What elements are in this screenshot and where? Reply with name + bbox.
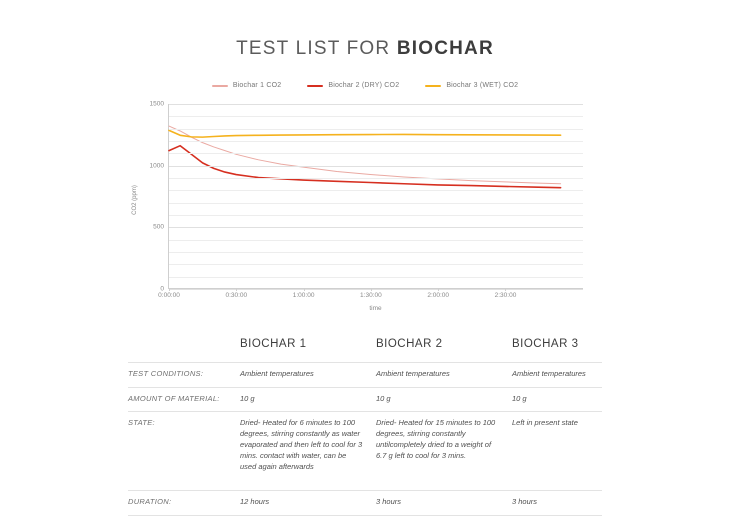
page-title-strong: BIOCHAR — [396, 38, 494, 59]
table-cell: Dried- Heated for 6 minutes to 100 degrees, stirring constantly as water evaporated and then left to cool for 3 mins. contact with water, can be used again afterwards — [240, 418, 363, 471]
table-cell: 3 hours — [512, 496, 538, 506]
chart — [128, 100, 588, 312]
legend-label: Biochar 1 CO2 — [232, 82, 282, 89]
table-cell: Ambient temperatures — [240, 368, 314, 378]
x-axis-tick-mark — [304, 288, 305, 291]
page-title-prefix: TEST LIST FOR — [236, 38, 397, 59]
gridline — [169, 264, 583, 265]
y-axis-label: CO2 (ppm) — [131, 185, 138, 215]
plot-area — [149, 100, 583, 299]
gridline — [169, 129, 583, 130]
x-axis-tick-mark — [236, 288, 237, 291]
table-row — [128, 362, 602, 387]
table-cell: 10 g — [240, 393, 255, 403]
legend-swatch-icon — [425, 85, 441, 87]
x-axis-tick: 1:00:00 — [292, 292, 315, 299]
table-cell: Dried- Heated for 15 minutes to 100 degrees, stirring constantly untilcompletely dried to a weight of 6.7 g left to cool for 3 mins. — [376, 418, 496, 461]
x-axis-tick: 1:30:00 — [360, 292, 382, 299]
table-corner — [128, 336, 240, 353]
table-column-header: BIOCHAR 2 — [376, 338, 443, 350]
gridline — [169, 141, 583, 142]
gridline — [169, 289, 583, 290]
row-label: AMOUNT OF MATERIAL: — [128, 393, 220, 403]
row-label: STATE: — [128, 418, 155, 428]
x-axis-tick-mark — [438, 288, 439, 291]
table-row — [128, 490, 602, 516]
chart-legend — [0, 82, 730, 89]
gridline — [169, 240, 583, 241]
y-axis-tick: 0 — [160, 285, 164, 293]
table-cell: 10 g — [376, 393, 391, 403]
legend-label: Biochar 2 (DRY) CO2 — [328, 82, 400, 89]
gridline — [169, 116, 583, 117]
y-axis-tick: 1000 — [149, 162, 164, 170]
gridline — [169, 252, 583, 253]
gridline — [169, 153, 583, 154]
series-line — [169, 130, 561, 137]
table-column-header: BIOCHAR 3 — [512, 338, 579, 350]
x-axis-tick: 0:30:00 — [225, 292, 248, 299]
y-axis-tick: 500 — [153, 223, 164, 231]
row-label: DURATION: — [128, 496, 172, 506]
table-row — [128, 411, 602, 479]
legend-label: Biochar 3 (WET) CO2 — [446, 82, 519, 89]
table-spacer — [128, 480, 602, 490]
y-axis-tick: 1500 — [149, 100, 164, 108]
legend-item — [307, 82, 399, 89]
gridline — [169, 227, 583, 228]
x-axis-tick: 0:00:00 — [158, 292, 180, 299]
table-cell: Left in present state — [512, 418, 578, 428]
legend-swatch-icon — [212, 85, 228, 87]
table-cell: 3 hours — [376, 496, 402, 506]
gridline — [169, 104, 583, 105]
gridline — [169, 190, 583, 191]
x-axis-tick-mark — [371, 288, 372, 291]
legend-item — [212, 82, 282, 89]
table-cell: Ambient temperatures — [512, 368, 586, 378]
row-label: TEST CONDITIONS: — [128, 368, 204, 378]
gridline — [169, 178, 583, 179]
table-cell: 10 g — [512, 393, 527, 403]
series-lines — [169, 104, 583, 288]
x-axis-tick-mark — [169, 288, 170, 291]
gridline — [169, 203, 583, 204]
table-cell: 12 hours — [240, 496, 270, 506]
table-header — [128, 336, 602, 362]
legend-item — [425, 82, 518, 89]
gridline — [169, 277, 583, 278]
legend-swatch-icon — [307, 85, 323, 87]
table-cell: Ambient temperatures — [376, 368, 450, 378]
page-title — [0, 38, 730, 60]
table-row — [128, 387, 602, 412]
comparison-table — [128, 336, 602, 516]
x-axis-tick-mark — [505, 288, 506, 291]
gridline — [169, 166, 583, 167]
x-axis-label: time — [369, 305, 382, 312]
x-axis-tick: 2:00:00 — [427, 292, 450, 299]
x-axis-tick: 2:30:00 — [494, 292, 517, 299]
table-column-header: BIOCHAR 1 — [240, 338, 307, 350]
gridline — [169, 215, 583, 216]
